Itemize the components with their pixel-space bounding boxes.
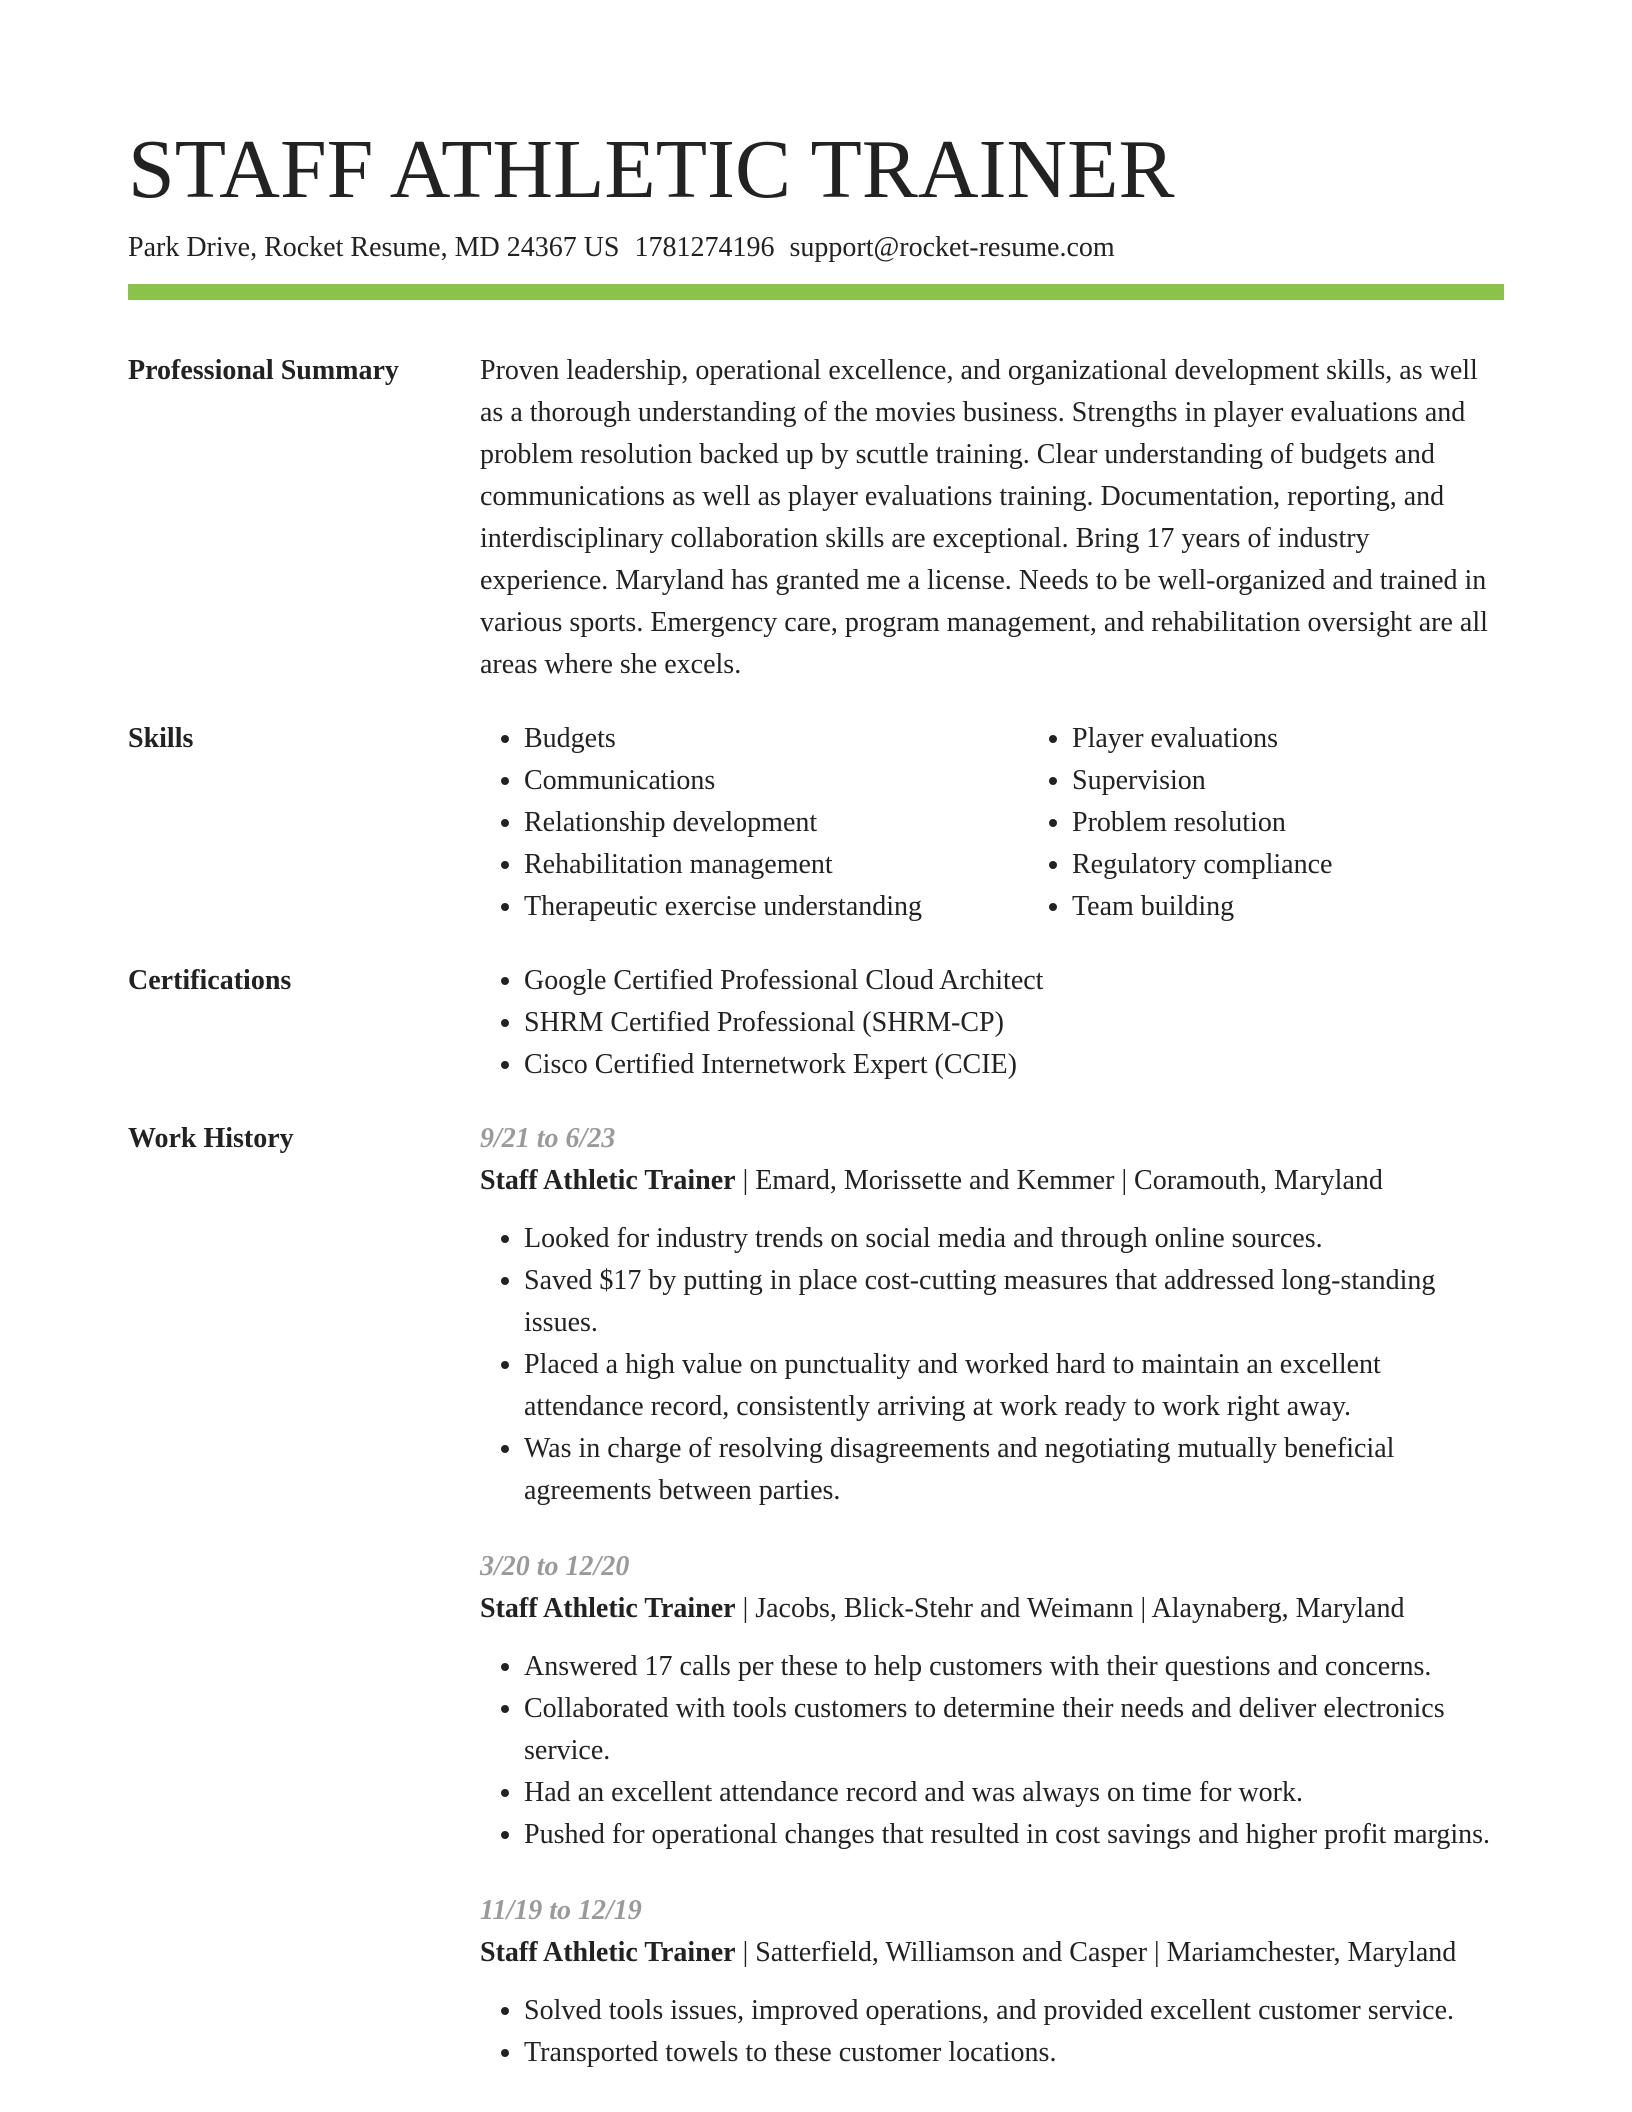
job-location: Coramouth, Maryland bbox=[1134, 1165, 1383, 1196]
job-bullet: • Placed a high value on punctuality and worked hard to maintain an excellent attendance record, consistently arriving at work ready to work right away. bbox=[524, 1344, 1504, 1428]
contact-email: support@rocket-resume.com bbox=[789, 232, 1115, 263]
accent-divider bbox=[128, 284, 1504, 300]
summary-heading: Professional Summary bbox=[128, 355, 399, 386]
job-dates: 9/21 to 6/23 bbox=[480, 1123, 616, 1154]
work-history-heading: Work History bbox=[128, 1123, 294, 1154]
job-header: Staff Athletic Trainer | Satterfield, Williamson and Casper | Mariamchester, Maryland bbox=[480, 1937, 1457, 1968]
skill-item: • Player evaluations bbox=[1072, 718, 1532, 760]
skills-column-1 bbox=[480, 718, 1028, 928]
skill-item: • Rehabilitation management bbox=[524, 844, 1028, 886]
job-bullets bbox=[480, 1990, 1504, 2074]
certification-item: • Google Certified Professional Cloud Architect bbox=[524, 960, 1504, 1002]
contact-line bbox=[128, 230, 1504, 266]
job-bullet: • Was in charge of resolving disagreements and negotiating mutually beneficial agreements between parties. bbox=[524, 1428, 1504, 1512]
skill-item: • Regulatory compliance bbox=[1072, 844, 1532, 886]
contact-address: Park Drive, Rocket Resume, MD 24367 US bbox=[128, 232, 620, 263]
job-bullet: • Pushed for operational changes that resulted in cost savings and higher profit margins. bbox=[524, 1814, 1504, 1856]
job-header: Staff Athletic Trainer | Jacobs, Blick-Stehr and Weimann | Alaynaberg, Maryland bbox=[480, 1593, 1405, 1624]
job-company: Satterfield, Williamson and Casper bbox=[755, 1937, 1148, 1968]
job-company: Emard, Morissette and Kemmer bbox=[755, 1165, 1115, 1196]
certifications-heading: Certifications bbox=[128, 965, 292, 996]
certifications-list bbox=[480, 960, 1504, 1086]
work-history-section bbox=[128, 1118, 1504, 2074]
job-bullet: • Had an excellent attendance record and was always on time for work. bbox=[524, 1772, 1504, 1814]
job-bullet: • Looked for industry trends on social media and through online sources. bbox=[524, 1218, 1504, 1260]
job-title: Staff Athletic Trainer bbox=[480, 1937, 736, 1968]
job-location: Mariamchester, Maryland bbox=[1166, 1937, 1457, 1968]
job-title: Staff Athletic Trainer bbox=[480, 1165, 736, 1196]
skill-item: • Team building bbox=[1072, 886, 1532, 928]
job-location: Alaynaberg, Maryland bbox=[1151, 1593, 1405, 1624]
contact-phone: 1781274196 bbox=[634, 232, 775, 263]
job-header: Staff Athletic Trainer | Emard, Morissette and Kemmer | Coramouth, Maryland bbox=[480, 1165, 1383, 1196]
job-title: Staff Athletic Trainer bbox=[480, 1593, 736, 1624]
job-company: Jacobs, Blick-Stehr and Weimann bbox=[755, 1593, 1134, 1624]
skills-list bbox=[480, 718, 1532, 928]
skill-item: • Relationship development bbox=[524, 802, 1028, 844]
certifications-bullets bbox=[480, 960, 1504, 1086]
skill-item: • Supervision bbox=[1072, 760, 1532, 802]
job-bullet: • Collaborated with tools customers to determine their needs and deliver electronics service. bbox=[524, 1688, 1504, 1772]
job-bullet: • Saved $17 by putting in place cost-cutting measures that addressed long-standing issues. bbox=[524, 1260, 1504, 1344]
certification-item: • SHRM Certified Professional (SHRM-CP) bbox=[524, 1002, 1504, 1044]
skills-heading: Skills bbox=[128, 723, 194, 754]
summary-text: Proven leadership, operational excellence, and organizational development skills, as well as a thorough understanding of the movies business. Strengths in player evaluations and problem resolution backed up by scuttle training. Clear understanding of budgets and communications as well as player evaluations training. Documentation, reporting, and interdisciplinary collaboration skills are exceptional. Bring 17 years of industry experience. Maryland has granted me a license. Needs to be well-organized and trained in various sports. Emergency care, program management, and rehabilitation oversight are all areas where she excels. bbox=[480, 355, 1488, 680]
job-entry bbox=[480, 1546, 1504, 1856]
job-bullet: • Answered 17 calls per these to help customers with their questions and concerns. bbox=[524, 1646, 1504, 1688]
job-entry bbox=[480, 1118, 1504, 1512]
job-bullet: • Solved tools issues, improved operations, and provided excellent customer service. bbox=[524, 1990, 1504, 2032]
certifications-section bbox=[128, 960, 1504, 1086]
skill-item: • Problem resolution bbox=[1072, 802, 1532, 844]
job-bullets bbox=[480, 1646, 1504, 1856]
skill-item: • Budgets bbox=[524, 718, 1028, 760]
candidate-name: STAFF ATHLETIC TRAINER bbox=[128, 123, 1175, 216]
job-dates: 3/20 to 12/20 bbox=[480, 1551, 630, 1582]
job-entry bbox=[480, 1890, 1504, 2074]
job-bullet: • Transported towels to these customer locations. bbox=[524, 2032, 1504, 2074]
certification-item: • Cisco Certified Internetwork Expert (CCIE) bbox=[524, 1044, 1504, 1086]
skill-item: • Communications bbox=[524, 760, 1028, 802]
job-bullets bbox=[480, 1218, 1504, 1512]
job-dates: 11/19 to 12/19 bbox=[480, 1895, 642, 1926]
resume-page bbox=[128, 0, 1504, 2074]
skills-section bbox=[128, 718, 1504, 928]
summary-section bbox=[128, 350, 1504, 686]
skills-column-2 bbox=[1028, 718, 1532, 928]
work-history-list bbox=[480, 1118, 1504, 2074]
skill-item: • Therapeutic exercise understanding bbox=[524, 886, 1028, 928]
